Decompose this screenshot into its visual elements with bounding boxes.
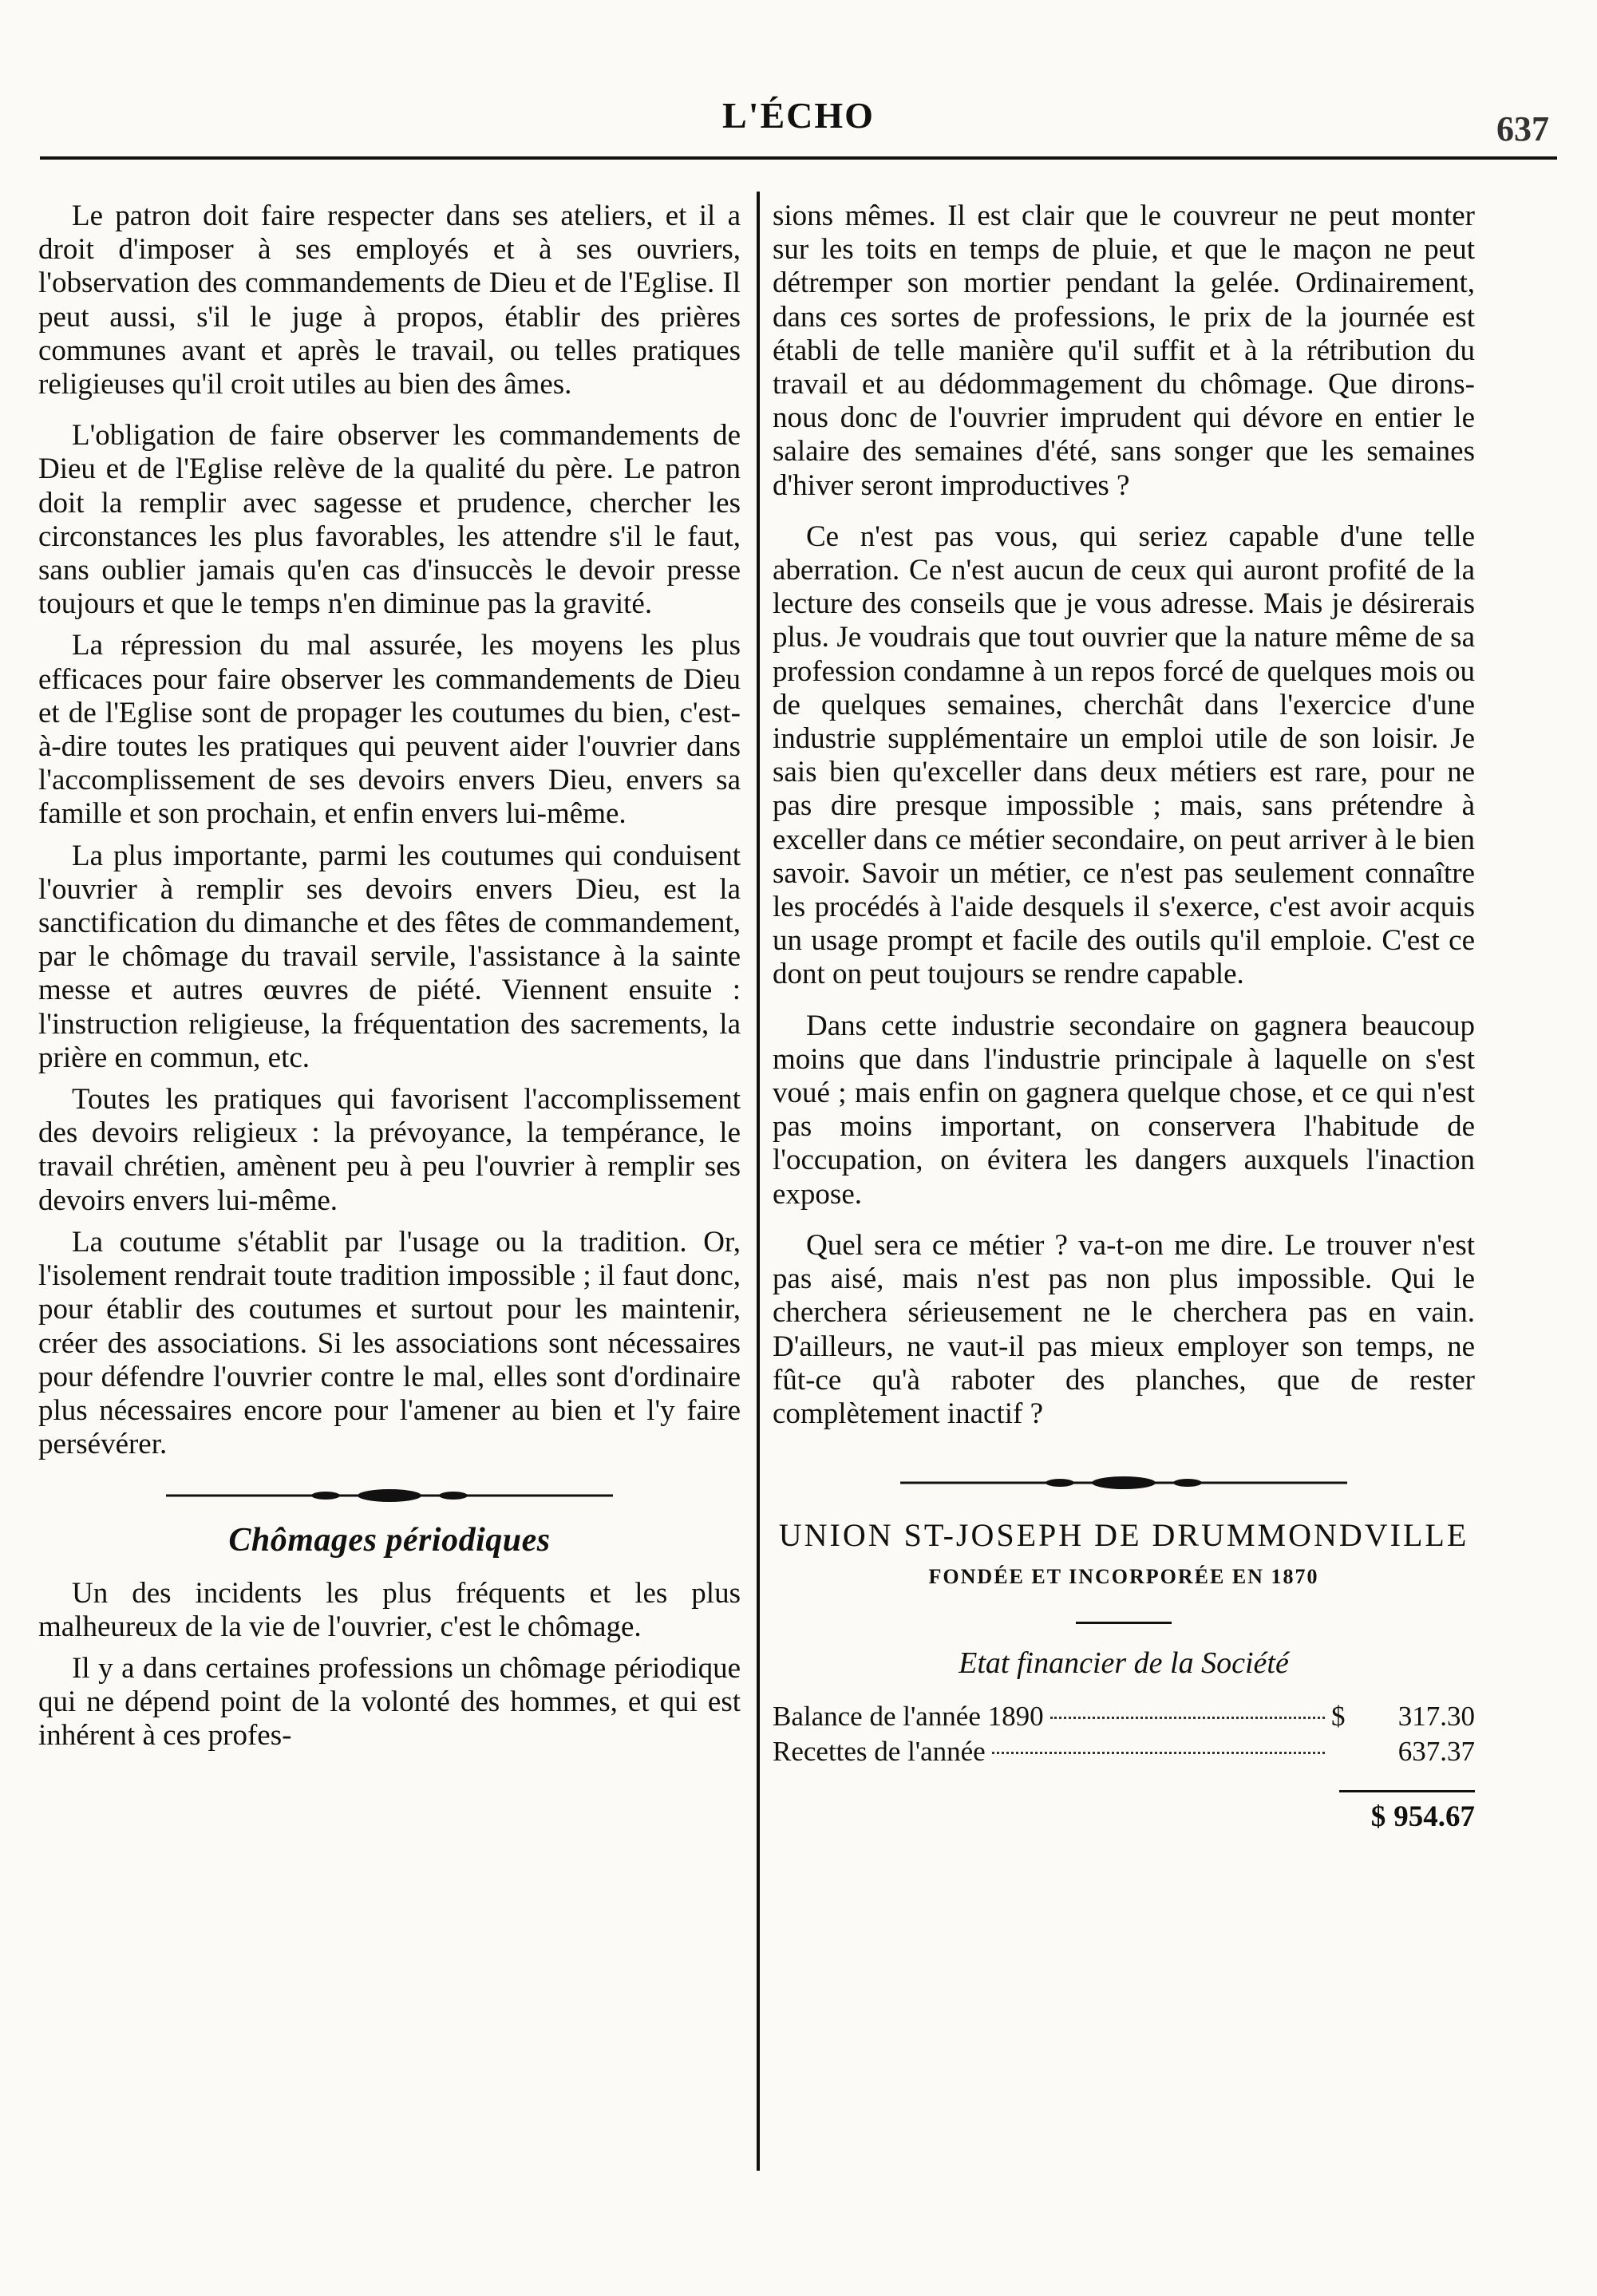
article-paragraph: Le patron doit faire respecter dans ses ateliers, et il a droit d'imposer à ses employés et à ses ouvriers, l'observation des commandements de Dieu et de l'Eglise. Il peut aussi, s'il le juge à propos, établir des prières communes avant et après le travail, ou telles pratiques religieuses qu'il croit utiles au bien des âmes. bbox=[38, 200, 741, 401]
article-paragraph: sions mêmes. Il est clair que le couvreur ne peut monter sur les toits en temps de pluie, et que le maçon ne peut détremper son mortier pendant la gelée. Ordinairement, dans ces sortes de professions, le prix de la journée est établi de telle manière qu'il suffit et à la rétribution du travail et au dédommagement du chômage. Que dirons-nous donc de l'ouvrier imprudent qui dévore en entier le salaire des semaines d'été, sans songer que les semaines d'hiver seront improductives ? bbox=[773, 200, 1475, 502]
union-subtitle: FONDÉE ET INCORPORÉE EN 1870 bbox=[928, 1565, 1319, 1589]
row-label: Balance de l'année 1890 bbox=[773, 1700, 1044, 1732]
row-label: Recettes de l'année bbox=[773, 1735, 986, 1767]
article-paragraph: L'obligation de faire observer les commandements de Dieu et de l'Eglise relève de la qualité du père. Le patron doit la remplir avec sagesse et prudence, chercher les circonstances les plus favorables, les attendre s'il le faut, sans oublier jamais qu'en cas d'insuccès le devoir presse toujours et que le temps n'en diminue pas la gravité. bbox=[38, 419, 741, 621]
row-amount: 637.37 bbox=[1397, 1735, 1475, 1767]
leader-dots bbox=[992, 1752, 1325, 1754]
article-paragraph: Dans cette industrie secondaire on gagnera beaucoup moins que dans l'industrie principale à laquelle on s'est voué ; mais enfin on gagnera quelque chose, et ce qui n'est pas moins important, on conservera l'habitude de l'occupation, on évitera les dangers auxquels l'inaction expose. bbox=[773, 1009, 1475, 1211]
article-paragraph: Toutes les pratiques qui favorisent l'accomplissement des devoirs religieux : la prévoyance, la tempérance, le travail chrétien, amènent peu à peu l'ouvrier à remplir ses devoirs envers lui-même. bbox=[38, 1083, 741, 1217]
article-paragraph: La plus importante, parmi les coutumes qui conduisent l'ouvrier à remplir ses devoirs envers Dieu, est la sanctification du dimanche et des fêtes de commandement, par le chômage du travail servile, l'assistance à la sainte messe et autres œuvres de piété. Viennent ensuite : l'instruction religieuse, la fréquentation des sacrements, la prière en commun, etc. bbox=[38, 839, 741, 1074]
article-paragraph: La répression du mal assurée, les moyens les plus efficaces pour faire observer les commandements de Dieu et de l'Eglise sont de propager les coutumes du bien, c'est-à-dire toutes les pratiques qui peuvent aider l'ouvrier dans l'accomplissement de ses devoirs envers Dieu, envers sa famille et son prochain, et enfin envers lui-même. bbox=[38, 629, 741, 831]
column-divider bbox=[757, 192, 760, 2171]
article-paragraph: La coutume s'établit par l'usage ou la tradition. Or, l'isolement rendrait toute tradition impossible ; il faut donc, pour établir des coutumes et surtout pour les maintenir, créer des associations. Si les associations sont nécessaires pour défendre l'ouvrier contre le mal, elles sont d'ordinaire plus nécessaires encore pour l'amener au bien et l'y faire persévérer. bbox=[38, 1225, 741, 1461]
union-notice bbox=[773, 1519, 1475, 1834]
total-amount: 954.67 bbox=[1393, 1800, 1475, 1833]
article-paragraph: Ce n'est pas vous, qui seriez capable d'une telle aberration. Ce n'est aucun de ceux qui auront profité de la lecture des conseils que je vous adresse. Mais je désirerais plus. Je voudrais que tout ouvrier que la nature même de sa profession condamne à un repos forcé de quelques mois ou de quelques semaines, cherchât dans l'exercice d'une industrie supplémentaire un emploi utile de son loisir. Je sais bien qu'exceller dans deux métiers est rare, pour ne pas dire presque impossible ; mais, sans prétendre à exceller dans ce métier secondaire, on peut arriver à le bien savoir. Savoir un métier, ce n'est pas seulement connaître les procédés à l'aide desquels il s'exerce, c'est avoir acquis un usage prompt et facile des outils qu'il emploie. C'est ce dont on peut toujours se rendre capable. bbox=[773, 520, 1475, 991]
header-rule bbox=[40, 156, 1557, 160]
row-amount: 317.30 bbox=[1397, 1700, 1475, 1732]
union-title: UNION ST-JOSEPH DE DRUMMONDVILLE bbox=[778, 1517, 1469, 1554]
article-paragraph: Il y a dans certaines professions un chômage périodique qui ne dépend point de la volonté des hommes, et qui est inhérent à ces profes- bbox=[38, 1651, 741, 1753]
financial-row bbox=[773, 1699, 1475, 1734]
article-paragraph: Quel sera ce métier ? va-t-on me dire. Le trouver n'est pas aisé, mais n'est pas non plus impossible. Qui le cherchera sérieusement ne le cherchera pas en vain. D'ailleurs, ne vaut-il pas mieux employer son temps, ne fût-ce qu'à raboter des planches, que de rester complètement inactif ? bbox=[773, 1228, 1475, 1430]
page-number: 637 bbox=[1496, 109, 1549, 148]
short-rule bbox=[1076, 1622, 1172, 1624]
financial-row bbox=[773, 1734, 1475, 1769]
ornament-divider bbox=[900, 1471, 1347, 1495]
currency-sign: $ bbox=[1331, 1700, 1346, 1732]
ornament-divider bbox=[166, 1484, 613, 1508]
currency-sign: $ bbox=[1370, 1800, 1386, 1833]
total-rule bbox=[1339, 1790, 1475, 1792]
article-paragraph: Un des incidents les plus fréquents et les plus malheureux de la vie de l'ouvrier, c'est le chômage. bbox=[38, 1576, 741, 1643]
page-title: L'ÉCHO bbox=[722, 95, 875, 136]
total-row bbox=[773, 1800, 1475, 1834]
left-column bbox=[38, 200, 741, 1761]
financial-title: Etat financier de la Société bbox=[959, 1646, 1289, 1680]
section-title: Chômages périodiques bbox=[228, 1522, 551, 1559]
leader-dots bbox=[1050, 1717, 1325, 1719]
right-column bbox=[773, 200, 1475, 1834]
